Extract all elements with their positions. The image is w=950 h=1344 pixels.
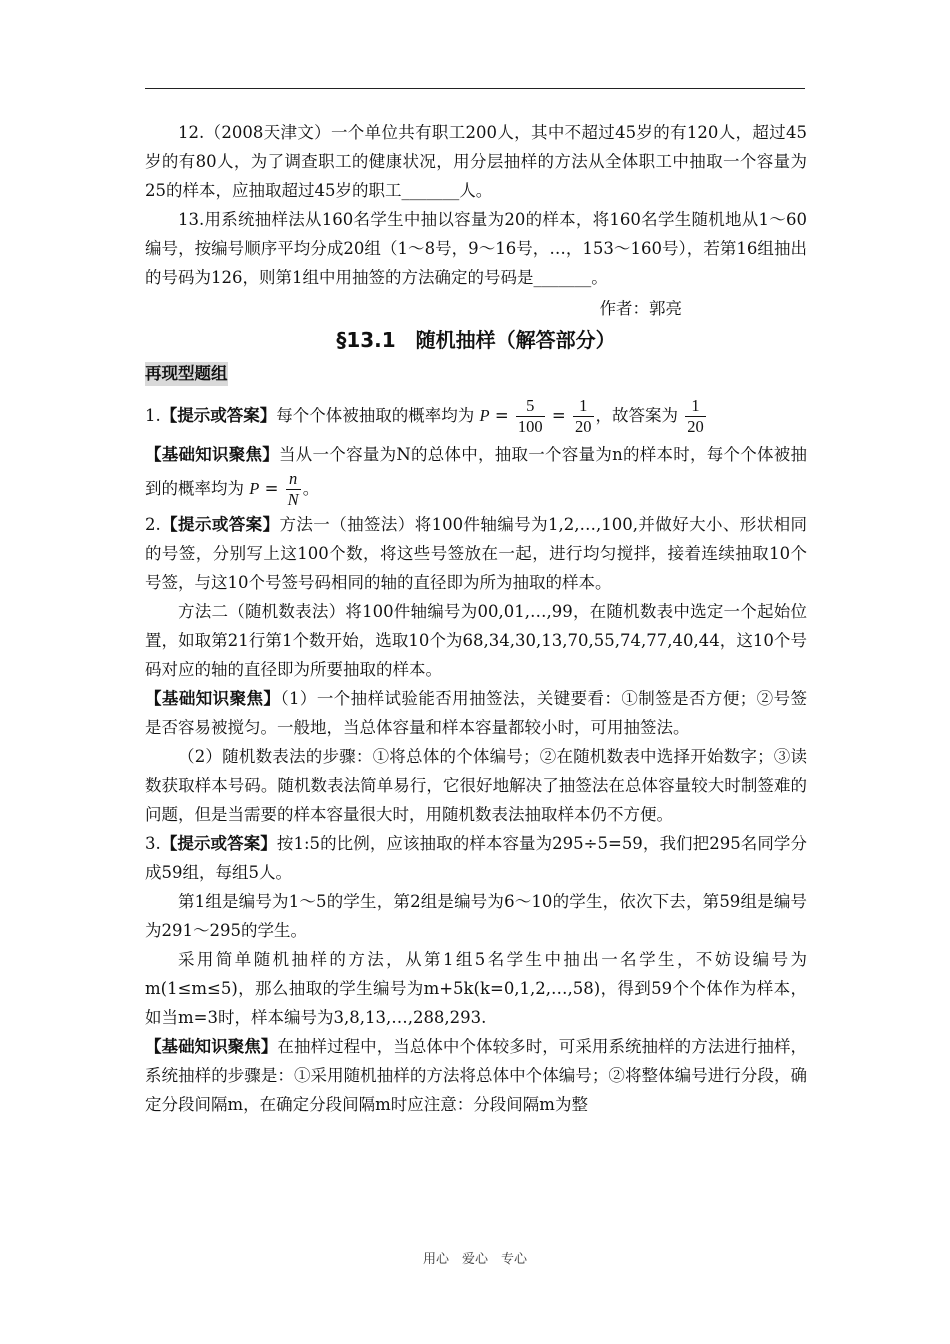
page-footer: 用心 爱心 专心 [422, 1252, 527, 1267]
answer-1-text: 每个个体被抽取的概率均为 [276, 406, 475, 425]
answer-tag: 【提示或答案】 [160, 406, 277, 425]
answer-tag: 【提示或答案】 [160, 834, 277, 853]
numerator: 5 [516, 396, 545, 417]
question-12: 12.（2008天津文）一个单位共有职工200人，其中不超过45岁的有120人，超过45岁的有80人，为了调查职工的健康状况，用分层抽样的方法从全体职工中抽取一个容量为25的样本，应抽取超过45岁的职工_______人。 [145, 123, 807, 200]
equals-sign: = [551, 406, 566, 425]
var-p: P [479, 406, 490, 425]
document-body [145, 118, 807, 1119]
numerator: 1 [685, 396, 706, 417]
answer-3 [145, 829, 807, 887]
answer-2 [145, 510, 807, 597]
knowledge-2-text-2: （2）随机数表法的步骤：①将总体的个体编号；②在随机数表中选择开始数字；③读数获取样本号码。随机数表法简单易行，它很好地解决了抽签法在总体容量较大时制签难的问题，但是当需要的样本容量很大时，用随机数表法抽取样本仍不方便。 [145, 747, 807, 824]
answer-3-text-3: 采用简单随机抽样的方法，从第1组5名学生中抽出一名学生，不妨设编号为m(1≤m≤5)，那么抽取的学生编号为m+5k(k=0,1,2,…,58)，得到59个个体作为样本，如当m=3时，样本编号为3,8,13,…,288,293. [145, 950, 807, 1027]
knowledge-2 [145, 684, 807, 742]
answer-2-number: 2. [145, 515, 161, 534]
fraction-n-over-N [286, 469, 301, 510]
knowledge-2-text: （1）一个抽样试验能否用抽签法，关键要看：①制签是否方便；②号签是否容易被搅匀。一般地，当总体容量和样本容量都较小时，可用抽签法。 [145, 689, 808, 737]
knowledge-1-text: 当从一个容量为N的总体中，抽取一个容量为n的样本时，每个个体被抽到的概率均为 [145, 445, 807, 498]
knowledge-3-text: 在抽样过程中，当总体中个体较多时，可采用系统抽样的方法进行抽样，系统抽样的步骤是：①采用随机抽样的方法将总体中个体编号；②将整体编号进行分段，确定分段间隔m，在确定分段间隔m时应注意：分段间隔m为整 [145, 1037, 808, 1114]
fraction-5-100 [516, 396, 545, 437]
numerator: n [286, 469, 301, 490]
section-title: §13.1 随机抽样（解答部分） [336, 328, 616, 352]
answer-tag: 【提示或答案】 [160, 515, 280, 534]
author-line: 作者：郭亮 [599, 299, 682, 318]
fraction-1-20 [573, 396, 594, 437]
knowledge-tag: 【基础知识聚焦】 [145, 445, 280, 464]
numerator: 1 [573, 396, 594, 417]
equals-sign: = [494, 406, 509, 425]
period: 。 [302, 479, 320, 498]
knowledge-tag: 【基础知识聚焦】 [145, 1037, 278, 1056]
answer-1-number: 1. [145, 406, 161, 425]
answer-1 [145, 392, 807, 440]
denominator: 20 [575, 417, 592, 436]
denominator: 100 [517, 417, 543, 436]
answer-2-text: 方法一（抽签法）将100件轴编号为1,2,…,100,并做好大小、形状相同的号签，分别写上这100个数，将这些号签放在一起，进行均匀搅拌，接着连续抽取10个号签，与这10个号签号码相同的轴的直径即为所为抽取的样本。 [145, 515, 808, 592]
var-p: P [249, 479, 260, 498]
header-rule [145, 88, 805, 89]
equals-sign: = [264, 479, 279, 498]
answer-1-text-2: ，故答案为 [595, 406, 678, 425]
knowledge-1 [145, 440, 807, 510]
answer-3-text: 按1:5的比例，应该抽取的样本容量为295÷5=59，我们把295名同学分成59组，每组5人。 [145, 834, 808, 882]
section-label: 再现型题组 [145, 362, 228, 386]
answer-2-method-2: 方法二（随机数表法）将100件轴编号为00,01,…,99，在随机数表中选定一个起始位置，如取第21行第1个数开始，选取10个为68,34,30,13,70,55,74,77,40,44，这10个号码对应的轴的直径即为所要抽取的样本。 [145, 602, 807, 679]
question-13: 13.用系统抽样法从160名学生中抽以容量为20的样本，将160名学生随机地从1～60编号，按编号顺序平均分成20组（1～8号，9～16号，…，153～160号），若第16组抽出的号码为126，则第1组中用抽签的方法确定的号码是_______。 [145, 210, 807, 287]
answer-3-text-2: 第1组是编号为1～5的学生，第2组是编号为6～10的学生，依次下去，第59组是编号为291～295的学生。 [145, 892, 807, 940]
answer-3-number: 3. [145, 834, 161, 853]
denominator: 20 [687, 417, 704, 436]
denominator: N [287, 490, 299, 509]
knowledge-3 [145, 1032, 807, 1119]
fraction-answer [685, 396, 706, 437]
knowledge-tag: 【基础知识聚焦】 [145, 689, 281, 708]
